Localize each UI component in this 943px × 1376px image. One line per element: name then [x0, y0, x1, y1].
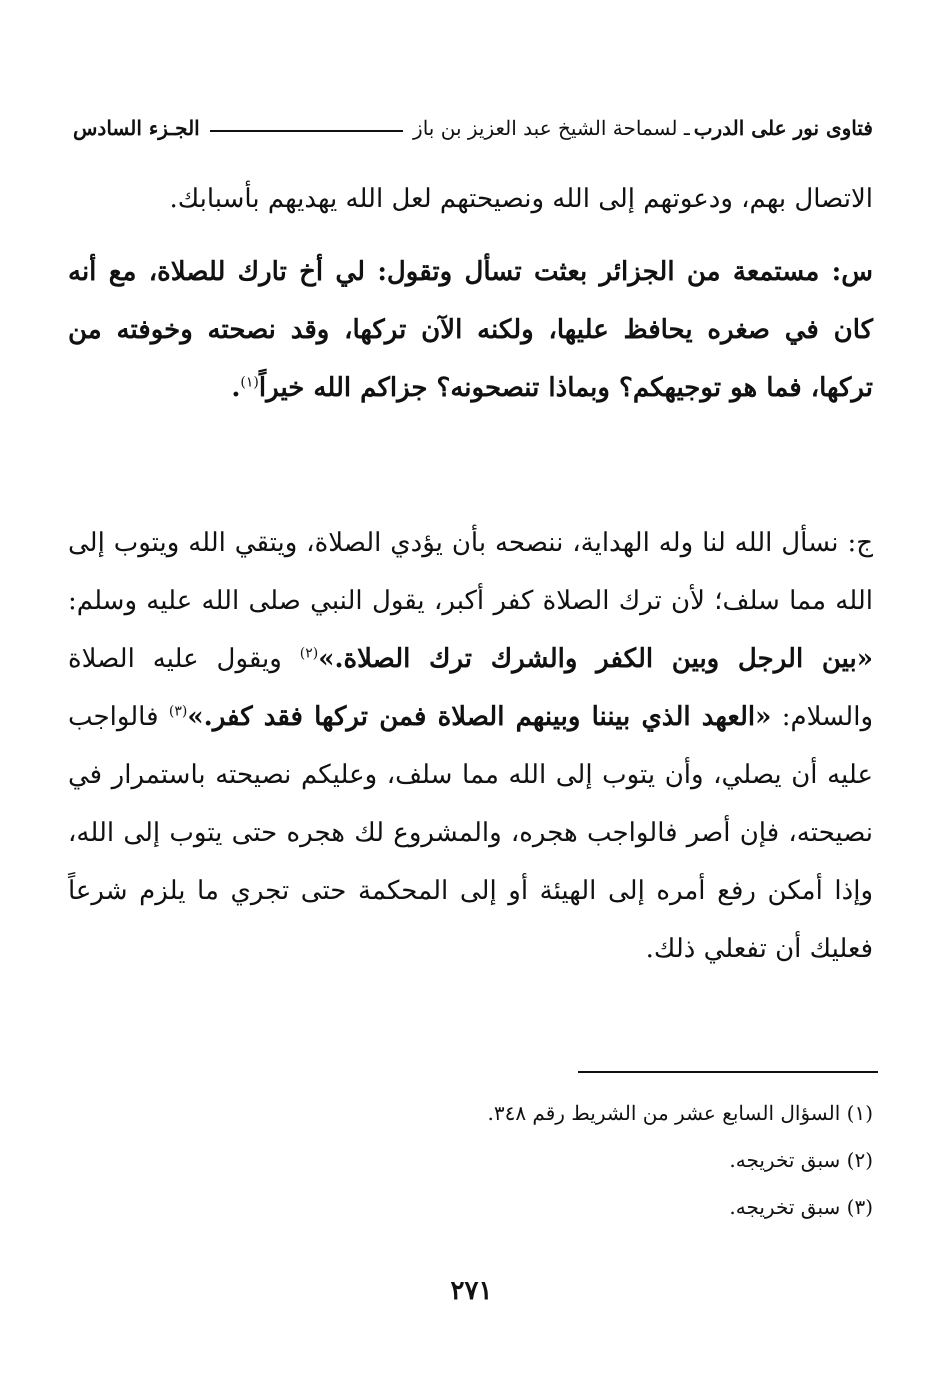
- footnote-mark-2: (٢): [299, 645, 319, 662]
- question-text: مستمعة من الجزائر بعثت تسأل وتقول: لي أخ تارك للصلاة، مع أنه كان في صغره يحافظ عليها، ولكنه الآن تركها، وقد نصحته وخوفته من تركها، فما هو توجيهكم؟ وبماذا تنصحونه؟ جزاكم الله خيراً: [68, 257, 873, 403]
- footnote-mark-1: (١): [240, 374, 259, 391]
- answer-paragraph: [68, 514, 873, 978]
- footnote-3: (٣) سبق تخريجه.: [729, 1195, 873, 1219]
- intro-paragraph: [68, 170, 873, 228]
- question-paragraph: [68, 243, 873, 417]
- footnote-mark-3: (٣): [168, 703, 188, 720]
- running-header: [73, 108, 873, 148]
- answer-part-3: فالواجب عليه أن يصلي، وأن يتوب إلى الله مما سلف، وعليكم نصيحته باستمرار في نصيحته، فإن أصر فالواجب هجره، والمشروع لك هجره حتى يتوب إلى الله، وإذا أمكن رفع أمره إلى الهيئة أو إلى المحكمة حتى تجري ما يلزم شرعاً فعليك أن تفعلي ذلك.: [68, 702, 873, 964]
- footnotes: [73, 1090, 873, 1231]
- hadith-quote-2: «العهد الذي بيننا وبينهم الصلاة فمن تركها فقد كفر.»: [187, 702, 772, 732]
- question-prefix: س:: [819, 257, 873, 287]
- answer-prefix: ج:: [838, 528, 873, 558]
- page-number: ٢٧١: [450, 1276, 493, 1306]
- footnote-1: (١) السؤال السابع عشر من الشريط رقم ٣٤٨.: [487, 1101, 873, 1125]
- header-rule: [210, 130, 403, 132]
- author-name: ـ لسماحة الشيخ عبد العزيز بن باز: [413, 116, 690, 140]
- volume-label: الجـزء السادس: [73, 116, 200, 140]
- book-title: فتاوى نور على الدرب: [693, 116, 873, 140]
- intro-text: الاتصال بهم، ودعوتهم إلى الله ونصيحتهم لعل الله يهديهم بأسبابك.: [169, 184, 873, 214]
- answer-part-2: ويقول عليه الصلاة والسلام:: [68, 644, 873, 732]
- hadith-quote-1: «بين الرجل وبين الكفر والشرك ترك الصلاة.»: [318, 644, 874, 674]
- question-end: .: [231, 373, 241, 403]
- footnote-2: (٢) سبق تخريجه.: [729, 1148, 873, 1172]
- footnote-separator: [578, 1071, 878, 1073]
- answer-part-1: نسأل الله لنا وله الهداية، ننصحه بأن يؤدي الصلاة، ويتقي الله ويتوب إلى الله مما سلف؛ لأن ترك الصلاة كفر أكبر، يقول النبي صلى الله عليه وسلم:: [68, 528, 873, 616]
